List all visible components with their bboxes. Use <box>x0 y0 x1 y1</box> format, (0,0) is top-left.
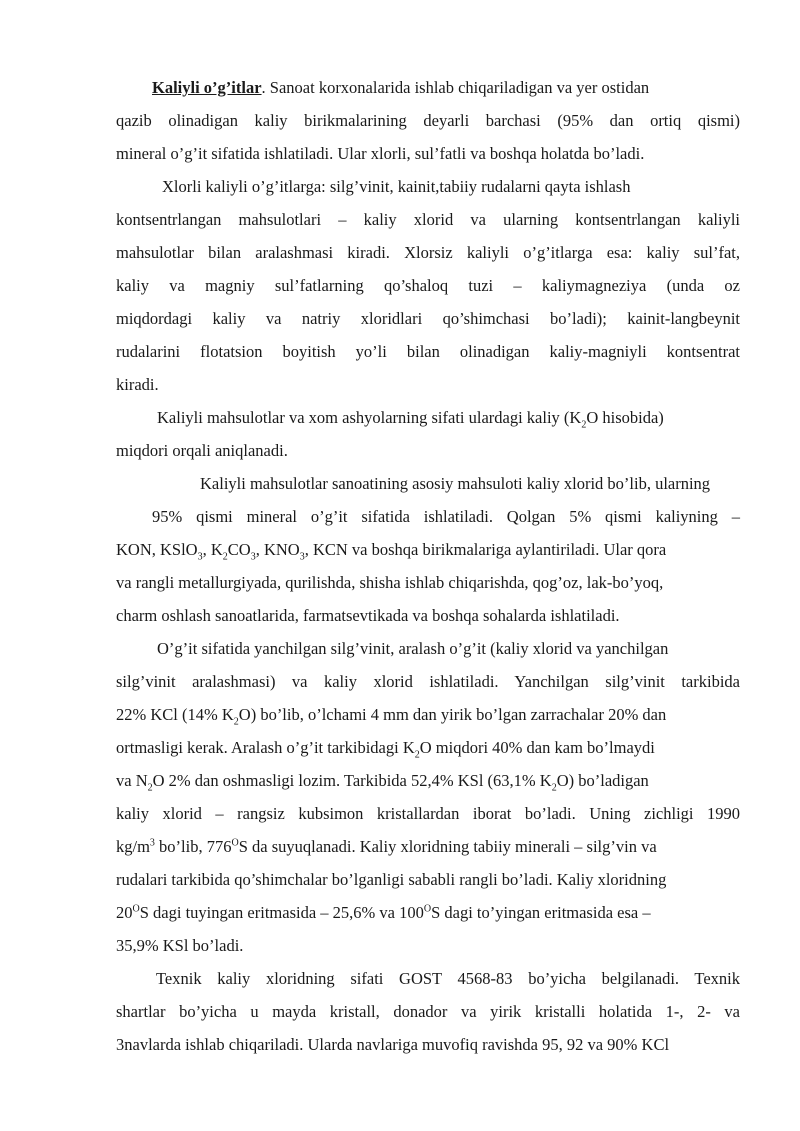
text-line: rudalarini flotatsion boyitish yo’li bilan olinadigan kaliy-magniyli kontsentrat <box>116 342 740 361</box>
text-line: va $N_2O$ 2% dan oshmasligi lozim. Tarkibida 52,4% KSl (63,1% $K_2O$) bo’ladigan <box>116 771 649 794</box>
text-line: kiradi. <box>116 375 159 394</box>
paragraph-1-line-1: Kaliyli o’g’itlar. Sanoat korxonalarida ishlab chiqariladigan va yer ostidan <box>152 78 650 97</box>
text-line: mineral o’g’it sifatida ishlatiladi. Ular xlorli, sul’fatli va boshqa holatda bo’ladi. <box>116 144 645 163</box>
paragraph-5-line-1: O’g’it sifatida yanchilgan silg’vinit, aralash o’g’it (kaliy xlorid va yanchilgan <box>157 639 669 658</box>
paragraph-4-line-1: Kaliyli mahsulotlar sanoatining asosiy mahsuloti kaliy xlorid bo’lib, ularning <box>200 474 711 493</box>
paragraph-2-line-1: Xlorli kaliyli o’g’itlarga: silg’vinit, kainit,tabiiy rudalarni qayta ishlash <box>162 177 631 196</box>
text-line: miqdori orqali aniqlanadi. <box>116 441 288 460</box>
text-line: ortmasligi kerak. Aralash o’g’it tarkibidagi $K_2O$ miqdori 40% dan kam bo’lmaydi <box>116 738 655 761</box>
paragraph-6-line-1: Texnik kaliy xloridning sifati GOST 4568-83 bo’yicha belgilanadi. Texnik <box>156 969 740 988</box>
section-heading: Kaliyli o’g’itlar <box>152 78 262 97</box>
text-line: rudalari tarkibida qo’shimchalar bo’lganligi sababli rangli bo’ladi. Kaliy xloridning <box>116 870 667 889</box>
text-line: qazib olinadigan kaliy birikmalarining deyarli barchasi (95% dan ortiq qismi) <box>116 111 740 130</box>
text-line: va rangli metallurgiyada, qurilishda, shisha ishlab chiqarishda, qog’oz, lak-bo’yoq, <box>116 573 664 592</box>
text-line: miqdordagi kaliy va natriy xloridlari qo’shimchasi bo’ladi); kainit-langbeynit <box>116 309 740 328</box>
text-line: shartlar bo’yicha u mayda kristall, donador va yirik kristalli holatida 1-, 2- va <box>116 1002 740 1021</box>
text-line: 22% KCl (14% $K_2O$) bo’lib, o’lchami 4 mm dan yirik bo’lgan zarrachalar 20% dan <box>116 705 667 728</box>
formula-line: KON, KSlO$_3$, $K_2CO_3$, $KNO_3$, KCN va boshqa birikmalariga aylantiriladi. Ular qora <box>116 540 667 563</box>
text-line: silg’vinit aralashmasi) va kaliy xlorid ishlatiladi. Yanchilgan silg’vinit tarkibida <box>116 672 740 691</box>
text-line: kontsentrlangan mahsulotlari – kaliy xlorid va ularning kontsentrlangan kaliyli <box>116 210 740 229</box>
text-line: kaliy xlorid – rangsiz kubsimon kristallardan iborat bo’ladi. Uning zichligi 1990 <box>116 804 740 823</box>
text-line: 95% qismi mineral o’g’it sifatida ishlatiladi. Qolgan 5% qismi kaliyning – <box>152 507 740 526</box>
paragraph-3-line-1: Kaliyli mahsulotlar va xom ashyolarning sifati ulardagi kaliy ($K_2O$ hisobida) <box>157 408 664 431</box>
text-line: 3navlarda ishlab chiqariladi. Ularda navlariga muvofiq ravishda 95, 92 va 90% KCl <box>116 1035 670 1054</box>
text-line: mahsulotlar bilan aralashmasi kiradi. Xlorsiz kaliyli o’g’itlarga esa: kaliy sul’fat, <box>116 243 740 262</box>
text-line: charm oshlash sanoatlarida, farmatsevtikada va boshqa sohalarda ishlatiladi. <box>116 606 620 625</box>
text-line: kaliy va magniy sul’fatlarning qo’shaloq tuzi – kaliymagneziya (unda oz <box>116 276 740 295</box>
text-line: $20^OS$ dagi tuyingan eritmasida – 25,6% va $100^OS$ dagi to’yingan eritmasida esa – <box>116 903 651 922</box>
text-line: 35,9% KSl bo’ladi. <box>116 936 244 955</box>
text-line: $kg/m^3$ bo’lib, $776^OS$ da suyuqlanadi. Kaliy xloridning tabiiy minerali – silg’vin va <box>116 837 657 856</box>
